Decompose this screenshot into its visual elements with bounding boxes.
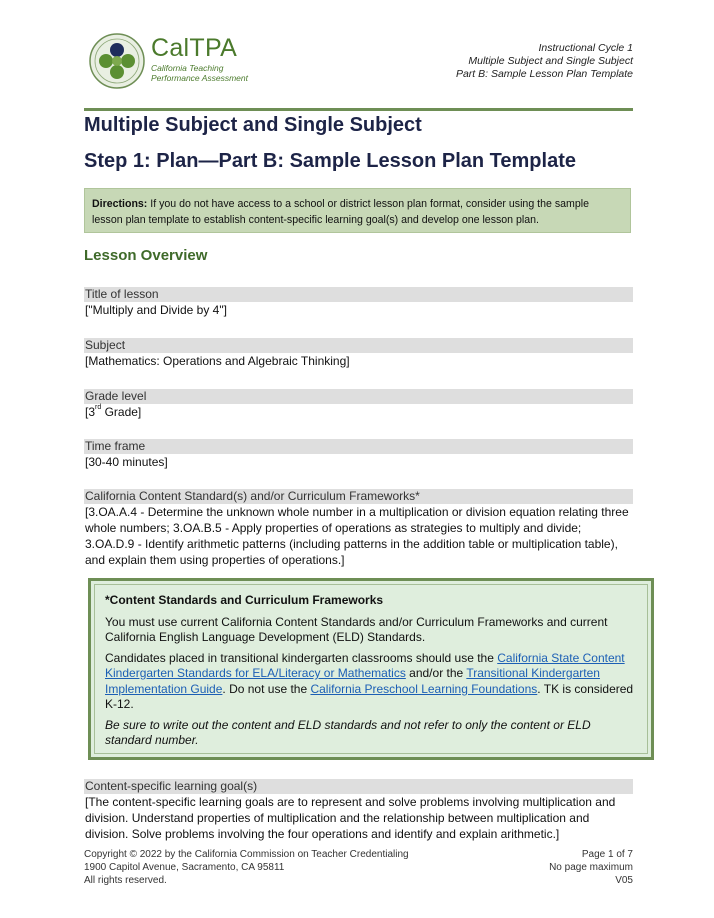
callout-paragraph-2: Candidates placed in transitional kindergarten classrooms should use the California State Content Kindergarten Standards for ELA/Literacy or Mathematics and/or the Transitional Kindergarten Implementation Guide. Do not use the California Preschool Learning Foundations. TK is considered K-12.	[105, 650, 634, 711]
caltpa-seal-icon	[88, 32, 146, 90]
page-title: Multiple Subject and Single Subject	[84, 114, 422, 136]
header-line-3: Part B: Sample Lesson Plan Template	[455, 68, 633, 80]
logo-title: CalTPA	[151, 34, 238, 62]
field-value: [Mathematics: Operations and Algebraic Thinking]	[85, 354, 350, 368]
field-label: Time frame	[84, 439, 633, 454]
lesson-overview-heading: Lesson Overview	[84, 247, 208, 264]
field-label: California Content Standard(s) and/or Curriculum Frameworks*	[84, 489, 633, 504]
link-ca-state-kindergarten-standards[interactable]: California State Content Kindergarten Standards for ELA/Literacy or Mathematics	[105, 650, 625, 680]
directions-box	[84, 188, 631, 233]
field-value: [30-40 minutes]	[85, 455, 168, 469]
field-time-frame	[84, 439, 633, 470]
field-label: Subject	[84, 338, 633, 353]
footer-page-info: Page 1 of 7 No page maximum V05	[549, 849, 633, 886]
directions-label: Directions:	[92, 198, 148, 210]
content-standards-callout	[88, 578, 654, 760]
field-content-standards	[84, 489, 633, 568]
directions-text: If you do not have access to a school or district lesson plan format, consider using the sample lesson plan template to establish content-specific learning goal(s) and develop one lesson plan.	[92, 198, 589, 226]
link-tk-implementation-guide[interactable]: Transitional Kindergarten Implementation Guide	[105, 666, 600, 696]
callout-paragraph-3: Be sure to write out the content and ELD standards and not refer to only the content or ELD standard number.	[105, 717, 591, 747]
field-value: [3.OA.A.4 - Determine the unknown whole number in a multiplication or division equation relating three whole numbers; 3.OA.B.5 - Apply properties of operations as strategies to multiply and divide; 3.OA.D.9 - Identify arithmetic patterns (including patterns in the addition table or multiplication table), and explain them using properties of operations.]	[85, 505, 629, 567]
field-value: ["Multiply and Divide by 4"]	[85, 303, 227, 317]
field-learning-goals	[84, 779, 633, 842]
field-value: [3rd Grade]	[85, 404, 142, 419]
page-subtitle: Step 1: Plan—Part B: Sample Lesson Plan Template	[84, 150, 576, 172]
callout-title: *Content Standards and Curriculum Frameworks	[105, 593, 384, 607]
field-subject	[84, 338, 633, 369]
page-header	[84, 28, 633, 108]
header-cycle-info	[456, 42, 633, 81]
caltpa-logo	[88, 32, 258, 90]
callout-paragraph-1: You must use current California Content Standards and/or Curriculum Frameworks and current California English Language Development (ELD) Standards.	[105, 614, 608, 644]
field-title-of-lesson	[84, 287, 633, 318]
field-label: Grade level	[84, 389, 633, 404]
field-label: Content-specific learning goal(s)	[84, 779, 633, 794]
header-line-2: Multiple Subject and Single Subject	[468, 55, 633, 67]
footer-copyright: Copyright © 2022 by the California Commission on Teacher Credentialing 1900 Capitol Avenue, Sacramento, CA 95811 All rights reserved.	[84, 849, 409, 886]
logo-subtitle: California Teaching Performance Assessment	[151, 63, 248, 83]
link-preschool-learning-foundations[interactable]: California Preschool Learning Foundations	[310, 681, 538, 696]
field-label: Title of lesson	[84, 287, 633, 302]
field-grade-level	[84, 389, 633, 420]
header-line-1: Instructional Cycle 1	[538, 42, 633, 54]
field-value: [The content-specific learning goals are to represent and solve problems involving multiplication and division. Understand properties of multiplication and the relationship between multiplication and division. Solve problems involving the four operations and identify and explain arithmetic.]	[85, 795, 616, 841]
header-divider	[84, 108, 633, 111]
